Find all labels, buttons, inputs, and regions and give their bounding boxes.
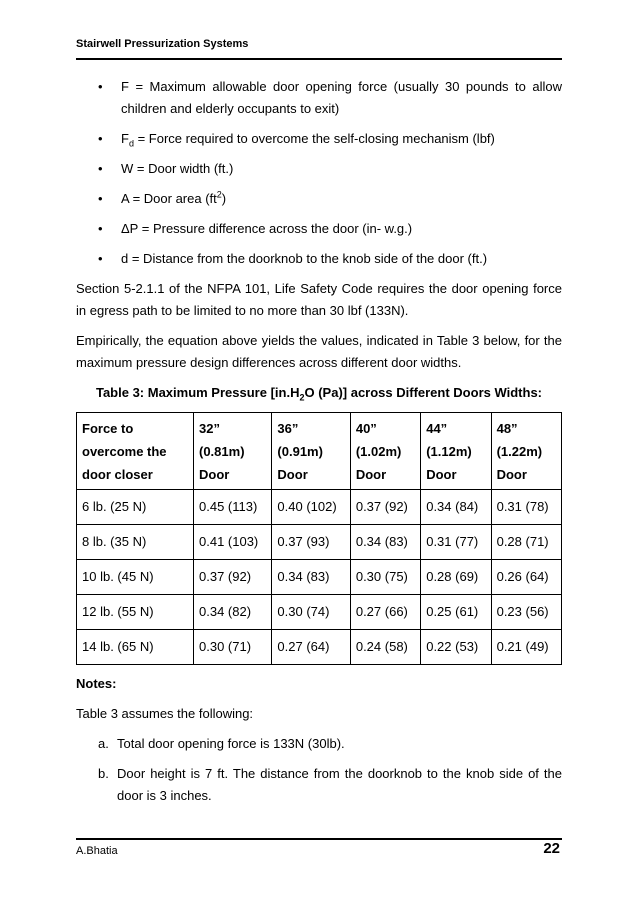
caption-subscript: 2 [299,392,305,403]
header-36 [272,413,350,490]
table-cell: 0.27 (64) [272,630,350,665]
table-cell: 0.21 (49) [491,630,561,665]
header-40 [350,413,420,490]
table-cell: 0.37 (92) [194,560,272,595]
table-cell: 0.40 (102) [272,490,350,525]
variable-definition: = Maximum allowable door opening force (usually 30 pounds to allow children and elderly occupants to exit) [121,79,562,116]
table-cell: 0.34 (84) [421,490,491,525]
table-cell: 0.25 (61) [421,595,491,630]
header-force [77,413,194,490]
table-cell: 0.26 (64) [491,560,561,595]
note-text: Door height is 7 ft. The distance from the doorknob to the knob side of the door is 3 inches. [117,766,562,803]
table-cell: 6 lb. (25 N) [77,490,194,525]
list-item [98,733,562,755]
variable-definition: = Door width (ft.) [133,161,234,176]
table-cell: 0.23 (56) [491,595,561,630]
pressure-table [76,412,562,665]
page-number: 22 [543,840,560,857]
table-cell: 0.31 (77) [421,525,491,560]
table-cell: 0.41 (103) [194,525,272,560]
variable-symbol: W [121,161,134,176]
list-item [98,248,562,270]
table-row [77,490,562,525]
variable-definition: = Pressure difference across the door (in- w.g.) [138,221,413,236]
list-item [98,188,562,210]
variable-superscript: 2 [216,189,222,200]
header-line: (1.02m) [355,444,402,459]
variable-definition-end: ) [221,191,227,206]
table-cell: 0.30 (75) [350,560,420,595]
table-cell: 0.28 (69) [421,560,491,595]
table-cell: 0.37 (92) [350,490,420,525]
table-cell: 8 lb. (35 N) [77,525,194,560]
page-header-title: Stairwell Pressurization Systems [76,38,249,50]
table-cell: 0.22 (53) [421,630,491,665]
header-line: 40” [355,421,377,436]
table-row [77,525,562,560]
header-line: door closer [82,467,153,482]
variable-definitions-list [76,76,562,270]
variable-symbol: ΔP [121,221,139,236]
variable-subscript: d [128,138,134,149]
variable-definition: = Distance from the doorknob to the knob side of the door (ft.) [128,251,488,266]
list-item [98,158,562,180]
list-item [98,218,562,240]
table-cell: 0.27 (66) [350,595,420,630]
header-line: Door [355,467,387,482]
table-cell: 0.34 (83) [350,525,420,560]
variable-symbol: A [121,191,129,206]
table-cell: 0.30 (74) [272,595,350,630]
variable-symbol: F [121,79,129,94]
header-44 [421,413,491,490]
notes-list [76,733,562,807]
table-cell: 10 lb. (45 N) [77,560,194,595]
header-line: 32” [199,421,220,436]
notes-intro: Table 3 assumes the following: [76,706,254,721]
header-line: Door [426,467,457,482]
notes-heading: Notes: [76,676,117,691]
header-32 [194,413,272,490]
table-cell: 0.45 (113) [194,490,272,525]
header-line: 36” [277,421,299,436]
page-content [76,76,562,815]
caption-text-end: O (Pa)] across Different Doors Widths: [304,385,543,400]
table-row [77,595,562,630]
table-row [77,560,562,595]
note-marker: b. [98,766,109,781]
table-cell: 14 lb. (65 N) [77,630,194,665]
table-cell: 0.24 (58) [350,630,420,665]
header-line: 44” [426,421,448,436]
header-rule [76,58,562,60]
header-line: 48” [496,421,518,436]
header-line: (1.12m) [426,444,472,459]
header-line: Door [199,467,230,482]
footer-author: A.Bhatia [76,845,118,857]
table-caption [76,382,562,404]
paragraph-empirical: Empirically, the equation above yields the values, indicated in Table 3 below, for the maximum pressure design differences across different door widths. [76,333,562,370]
variable-symbol: d [121,251,129,266]
header-line: (1.22m) [496,444,543,459]
header-line: overcome the [82,444,167,459]
table-cell: 0.28 (71) [491,525,561,560]
table-row [77,630,562,665]
table-cell: 0.34 (83) [272,560,350,595]
table-header-row [77,413,562,490]
header-line: Force to [82,421,134,436]
list-item [98,128,562,150]
header-line: (0.81m) [199,444,245,459]
table-cell: 0.34 (82) [194,595,272,630]
paragraph-nfpa: Section 5-2.1.1 of the NFPA 101, Life Safety Code requires the door opening force in egress path to be limited to no more than 30 lbf (133N). [76,281,562,318]
list-item [98,76,562,120]
header-line: Door [277,467,308,482]
footer-rule [76,838,562,840]
header-line: Door [496,467,527,482]
variable-definition: = Door area (ft [128,191,217,206]
variable-symbol: F [121,131,129,146]
header-48 [491,413,561,490]
table-cell: 12 lb. (55 N) [77,595,194,630]
list-item [98,763,562,807]
note-text: Total door opening force is 133N (30lb). [117,736,345,751]
table-cell: 0.30 (71) [194,630,272,665]
header-line: (0.91m) [277,444,323,459]
table-cell: 0.37 (93) [272,525,350,560]
variable-definition: = Force required to overcome the self-closing mechanism (lbf) [133,131,495,146]
note-marker: a. [98,736,109,751]
table-cell: 0.31 (78) [491,490,561,525]
caption-text: Table 3: Maximum Pressure [in.H [95,385,300,400]
